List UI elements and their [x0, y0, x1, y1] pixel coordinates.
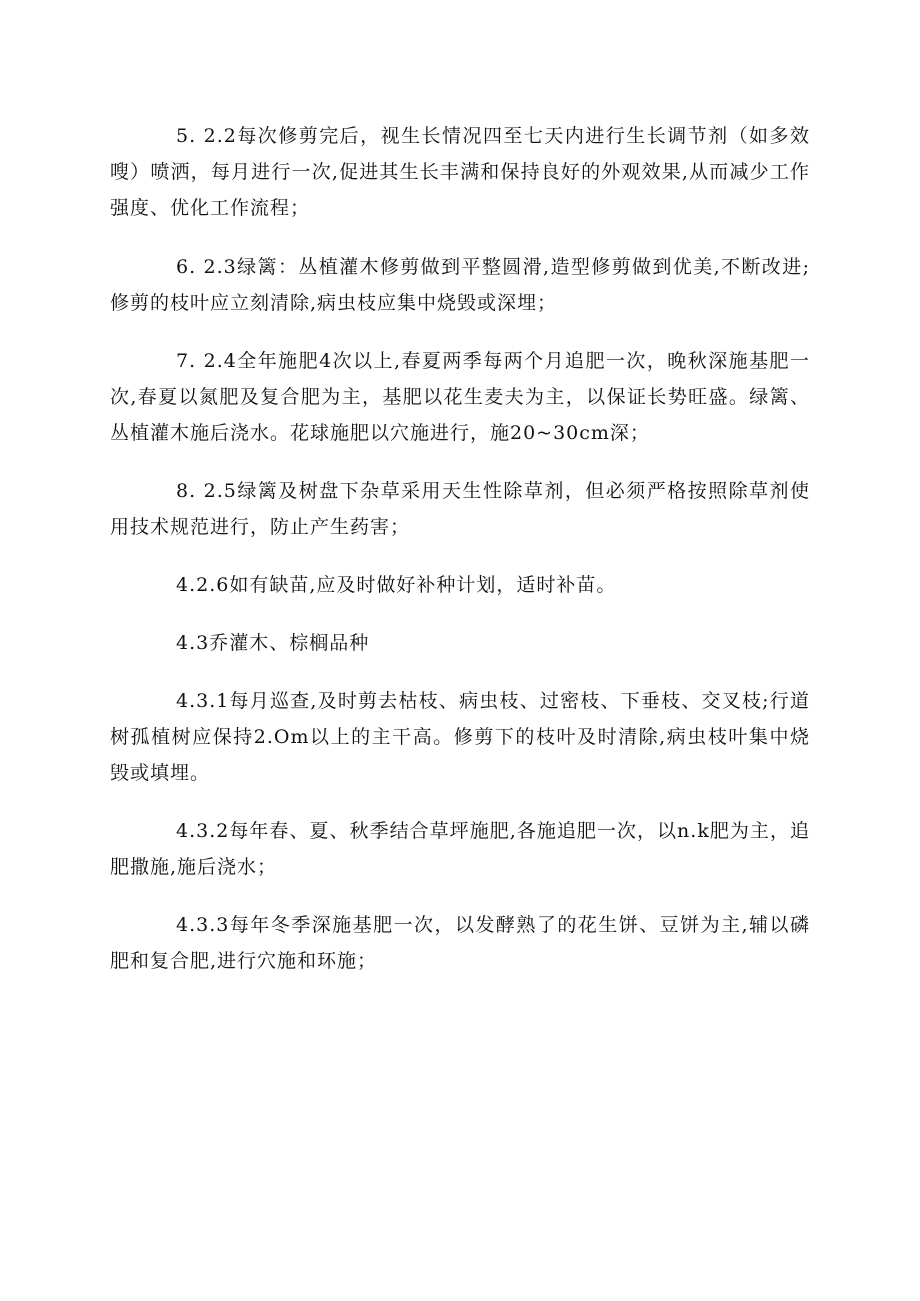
paragraph-5-2-2: 5. 2.2每次修剪完后，视生长情况四至七天内进行生长调节剂（如多效嗖）喷洒，每月进行一次,促进其生长丰满和保持良好的外观效果,从而减少工作强度、优化工作流程； [110, 125, 810, 219]
paragraph-6-2-3: 6. 2.3绿篱：丛植灌木修剪做到平整圆滑,造型修剪做到优美,不断改进;修剪的枝叶应立刻清除,病虫枝应集中烧毁或深埋； [110, 256, 810, 314]
section-heading-4-3: 4.3乔灌木、棕榈品种 [176, 632, 370, 654]
paragraph-4-3-1: 4.3.1每月巡查,及时剪去枯枝、病虫枝、过密枝、下垂枝、交叉枝;行道树孤植树应保持2.Om以上的主干高。修剪下的枝叶及时清除,病虫枝叶集中烧毁或填埋。 [110, 690, 810, 784]
paragraph-7-2-4: 7. 2.4全年施肥4次以上,春夏两季每两个月追肥一次，晚秋深施基肥一次,春夏以氮肥及复合肥为主，基肥以花生麦夫为主，以保证长势旺盛。绿篱、丛植灌木施后浇水。花球施肥以穴施进行，施20~30cm深； [110, 350, 810, 444]
paragraph-8-2-5: 8. 2.5绿篱及树盘下杂草采用天生性除草剂，但必须严格按照除草剂使用技术规范进行，防止产生药害； [110, 480, 810, 538]
paragraph-4-3-2: 4.3.2每年春、夏、秋季结合草坪施肥,各施追肥一次，以n.k肥为主，追肥撒施,施后浇水； [110, 820, 810, 878]
paragraph-4-2-6: 4.2.6如有缺苗,应及时做好补种计划，适时补苗。 [176, 574, 617, 596]
paragraph-4-3-3: 4.3.3每年冬季深施基肥一次，以发酵熟了的花生饼、豆饼为主,辅以磷肥和复合肥,进行穴施和环施； [110, 914, 810, 972]
